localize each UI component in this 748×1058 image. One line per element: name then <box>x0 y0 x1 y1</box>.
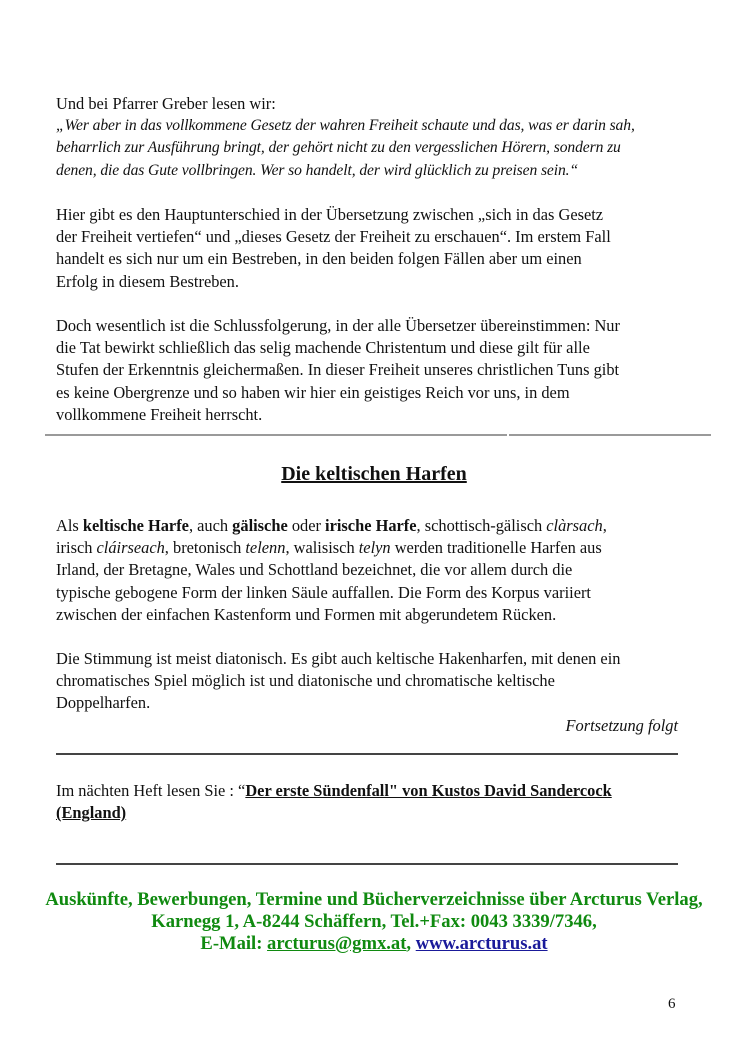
paragraph-line: Hier gibt es den Hauptunterschied in der Übersetzung zwischen „sich in das Gesetz <box>56 205 604 224</box>
paragraph-line <box>56 780 696 802</box>
paragraph-line: es keine Obergrenze und so haben wir hier ein geistiges Reich vor uns, in dem <box>56 382 570 402</box>
term-italic: telyn <box>358 538 391 558</box>
website-link[interactable]: www.arcturus.at <box>415 933 548 954</box>
paragraph-line: zwischen der einfachen Kastenform und Formen mit abgerundetem Rücken. <box>56 604 557 624</box>
paragraph-line: chromatisches Spiel möglich ist und diatonische und chromatische keltische <box>56 671 555 691</box>
greber-quote-section <box>56 93 696 182</box>
text-run: oder <box>287 516 326 535</box>
next-issue-notice <box>56 780 696 824</box>
paragraph-line: Stufen der Erkenntnis gleichermaßen. In dieser Freiheit unseres christlichen Tuns gibt <box>56 360 620 380</box>
harp-description-paragraph <box>56 515 696 626</box>
text-run: werden traditionelle Harfen aus <box>390 538 602 558</box>
divider-line <box>56 753 678 755</box>
separator: , <box>406 933 416 954</box>
paragraph-line <box>56 802 696 824</box>
paragraph-line <box>56 537 696 559</box>
paragraph-line <box>56 515 696 537</box>
term-bold: keltische Harfe <box>82 516 189 535</box>
contact-line: Karnegg 1, A-8244 Schäffern, Tel.+Fax: 0043 3339/7346, <box>151 911 597 932</box>
text-run: , <box>602 516 607 535</box>
quote-line: denen, die das Gute vollbringen. Wer so handelt, der wird glücklich zu preisen sein.“ <box>56 161 579 179</box>
paragraph-line: Irland, der Bretagne, Wales und Schottland bezeichnet, die vor allem durch die <box>56 560 573 580</box>
text-run: , auch <box>188 516 233 535</box>
text-run: , walisisch <box>285 538 359 558</box>
term-italic: cláirseach <box>96 538 165 558</box>
next-issue-title: (England) <box>56 803 127 823</box>
contact-line <box>0 933 748 955</box>
next-issue-title: Der erste Sündenfall" von Kustos David Sandercock <box>245 781 612 800</box>
paragraph-line: der Freiheit vertiefen“ und „dieses Gesetz der Freiheit zu erschauen“. Im erstem Fall <box>56 227 611 247</box>
paragraph-line: Doch wesentlich ist die Schlussfolgerung, in der alle Übersetzer übereinstimmen: Nur <box>56 316 620 335</box>
section-heading: Die keltischen Harfen <box>281 463 467 485</box>
text-run: , bretonisch <box>164 538 246 558</box>
paragraph-line: typische gebogene Form der linken Säule auffallen. Die Form des Korpus variiert <box>56 582 591 602</box>
text-run: Als <box>56 516 83 535</box>
paragraph-line: die Tat bewirkt schließlich das selig machende Christentum und diese gilt für alle <box>56 338 590 358</box>
section-divider <box>45 434 711 436</box>
text-run: Im nächten Heft lesen Sie : “ <box>56 781 246 800</box>
page-number: 6 <box>668 996 676 1012</box>
divider-line <box>56 863 678 865</box>
paragraph-line: vollkommene Freiheit herrscht. <box>56 404 263 424</box>
paragraph-line: Doppelharfen. <box>56 693 151 713</box>
text-run: , schottisch-gälisch <box>416 516 547 535</box>
paragraph-line: Die Stimmung ist meist diatonisch. Es gibt auch keltische Hakenharfen, mit denen ein <box>56 649 621 668</box>
term-bold: irische Harfe <box>325 516 417 535</box>
term-bold: gälische <box>232 516 288 535</box>
paragraph-line: handelt es sich nur um ein Bestreben, in den beiden folgen Fällen aber um einen <box>56 249 582 269</box>
term-italic: clàrsach <box>546 516 603 535</box>
email-link[interactable]: arcturus@gmx.at <box>267 933 407 954</box>
paragraph-line: Erfolg in diesem Bestreben. <box>56 271 239 291</box>
text-run: irisch <box>56 538 97 558</box>
conclusion-paragraph <box>56 315 696 426</box>
quote-line: beharrlich zur Ausführung bringt, der gehört nicht zu den vergesslichen Hörern, sondern zu <box>56 139 621 157</box>
quote-line: „Wer aber in das vollkommene Gesetz der wahren Freiheit schaute und das, was er darin sah, <box>56 117 635 135</box>
contact-line: Auskünfte, Bewerbungen, Termine und Bücherverzeichnisse über Arcturus Verlag, <box>45 889 703 910</box>
email-label: E-Mail: <box>200 933 268 954</box>
continued-note: Fortsetzung folgt <box>565 716 678 735</box>
term-italic: telenn <box>245 538 286 558</box>
translation-difference-paragraph <box>56 204 696 293</box>
quote-intro: Und bei Pfarrer Greber lesen wir: <box>56 94 276 113</box>
tuning-paragraph <box>56 648 696 715</box>
publisher-contact <box>0 889 748 955</box>
